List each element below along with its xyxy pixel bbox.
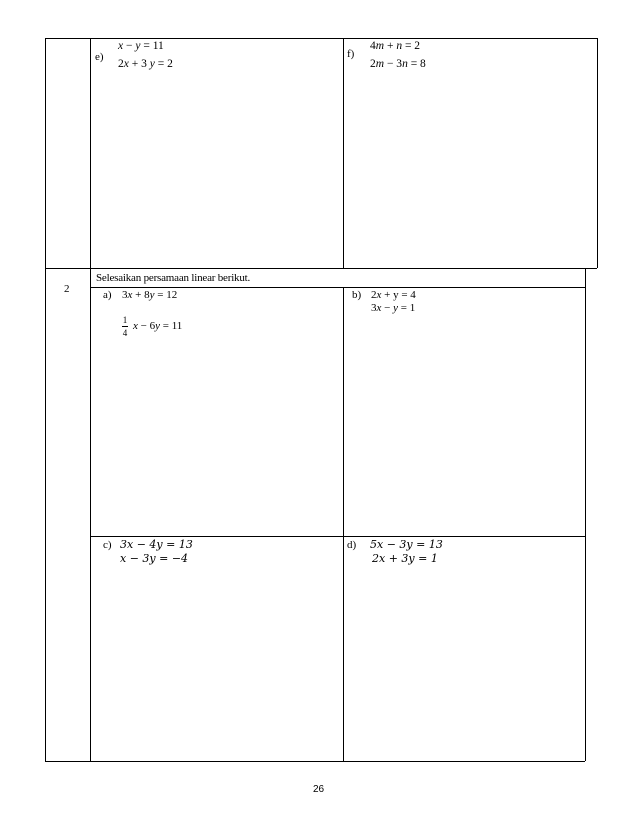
row-divider-2 (90, 536, 585, 537)
equation-e-1: x − y = 11 (118, 40, 164, 52)
equation-e-2: 2x + 3 y = 2 (118, 58, 173, 70)
equation-d-1: 5𝑥 − 3𝑦 = 13 (370, 538, 443, 551)
item-label-c: c) (103, 539, 112, 551)
page-number: 26 (313, 784, 325, 795)
instruction-divider (90, 287, 585, 288)
equation-b-2: 3x − y = 1 (371, 302, 416, 314)
equation-a-1: 3x + 8y = 12 (122, 289, 178, 301)
fraction-numerator: 1 (122, 315, 128, 325)
equation-c-2: 𝑥 − 3𝑦 = −4 (120, 552, 189, 565)
column-divider-middle-2 (343, 287, 344, 761)
item-label-e: e) (95, 51, 104, 63)
column-divider-number (90, 38, 91, 761)
equation-f-1: 4m + n = 2 (370, 40, 421, 52)
table-border-right-1 (597, 38, 598, 268)
item-label-a: a) (103, 289, 112, 301)
table-border-right-2 (585, 268, 586, 761)
table-border-left (45, 38, 46, 761)
table-border-top (45, 38, 597, 39)
row-divider-1 (45, 268, 597, 269)
table-border-bottom (45, 761, 585, 762)
item-label-d: d) (347, 539, 357, 551)
equation-d-2: 2𝑥 + 3𝑦 = 1 (372, 552, 438, 565)
column-divider-middle-1 (343, 38, 344, 268)
item-label-b: b) (352, 289, 362, 301)
equation-a-2: x − 6y = 11 (133, 320, 183, 332)
fraction-bar (122, 326, 128, 327)
question-number: 2 (64, 283, 70, 295)
equation-c-1: 3𝑥 − 4𝑦 = 13 (120, 538, 193, 551)
item-label-f: f) (347, 48, 355, 60)
equation-f-2: 2m − 3n = 8 (370, 58, 426, 70)
instruction-text: Selesaikan persamaan linear berikut. (96, 272, 251, 284)
fraction-denominator: 4 (122, 328, 128, 338)
equation-b-1: 2x + y = 4 (371, 289, 416, 301)
